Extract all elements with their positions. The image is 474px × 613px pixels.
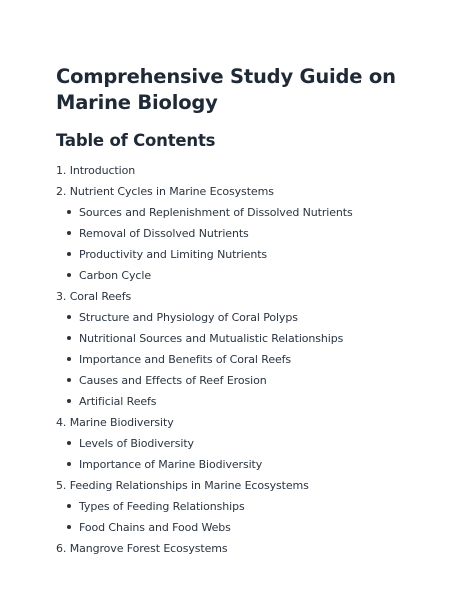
toc-item [56,475,434,538]
toc-item-label: 4. Marine Biodiversity [56,416,174,429]
bullet-icon [67,399,71,403]
toc-subitem [56,496,434,517]
bullet-icon [67,315,71,319]
toc-sublist [56,433,434,475]
toc-subitem [56,349,434,370]
toc-sublist [56,496,434,538]
toc-subitem [56,244,434,265]
bullet-icon [67,252,71,256]
toc-subitem-label: Removal of Dissolved Nutrients [79,227,249,240]
toc-item-label: 5. Feeding Relationships in Marine Ecosystems [56,479,309,492]
toc-subitem [56,223,434,244]
toc-subitem-label: Types of Feeding Relationships [79,500,245,513]
toc-item-label: 1. Introduction [56,164,136,177]
bullet-icon [67,462,71,466]
toc-sublist [56,307,434,412]
toc-subitem-label: Causes and Effects of Reef Erosion [79,374,267,387]
toc-subitem [56,328,434,349]
toc-item-label: 2. Nutrient Cycles in Marine Ecosystems [56,185,274,198]
toc-subitem [56,265,434,286]
toc-subitem-label: Carbon Cycle [79,269,151,282]
toc-subitem-label: Structure and Physiology of Coral Polyps [79,311,298,324]
toc-subitem [56,454,434,475]
toc-item-label: 6. Mangrove Forest Ecosystems [56,542,228,555]
toc-item-label: 3. Coral Reefs [56,290,132,303]
toc-subitem [56,391,434,412]
document-title: Comprehensive Study Guide on Marine Biology [56,65,396,114]
toc-item [56,181,434,286]
table-of-contents [56,160,434,559]
bullet-icon [67,378,71,382]
toc-subitem-label: Food Chains and Food Webs [79,521,231,534]
toc-subitem-label: Importance of Marine Biodiversity [79,458,263,471]
toc-subitem-label: Artificial Reefs [79,395,157,408]
toc-subitem-label: Levels of Biodiversity [79,437,194,450]
bullet-icon [67,210,71,214]
bullet-icon [67,525,71,529]
toc-item [56,286,434,412]
bullet-icon [67,336,71,340]
toc-item [56,412,434,475]
toc-subitem [56,433,434,454]
toc-subitem [56,370,434,391]
toc-subitem [56,517,434,538]
toc-subitem [56,307,434,328]
toc-subitem-label: Sources and Replenishment of Dissolved Nutrients [79,206,353,219]
bullet-icon [67,231,71,235]
toc-heading: Table of Contents [56,131,216,150]
toc-subitem [56,202,434,223]
toc-subitem-label: Productivity and Limiting Nutrients [79,248,268,261]
toc-sublist [56,202,434,286]
bullet-icon [67,273,71,277]
toc-subitem-label: Importance and Benefits of Coral Reefs [79,353,292,366]
toc-subitem-label: Nutritional Sources and Mutualistic Relationships [79,332,344,345]
bullet-icon [67,504,71,508]
toc-item [56,160,434,181]
bullet-icon [67,441,71,445]
bullet-icon [67,357,71,361]
toc-item [56,538,434,559]
